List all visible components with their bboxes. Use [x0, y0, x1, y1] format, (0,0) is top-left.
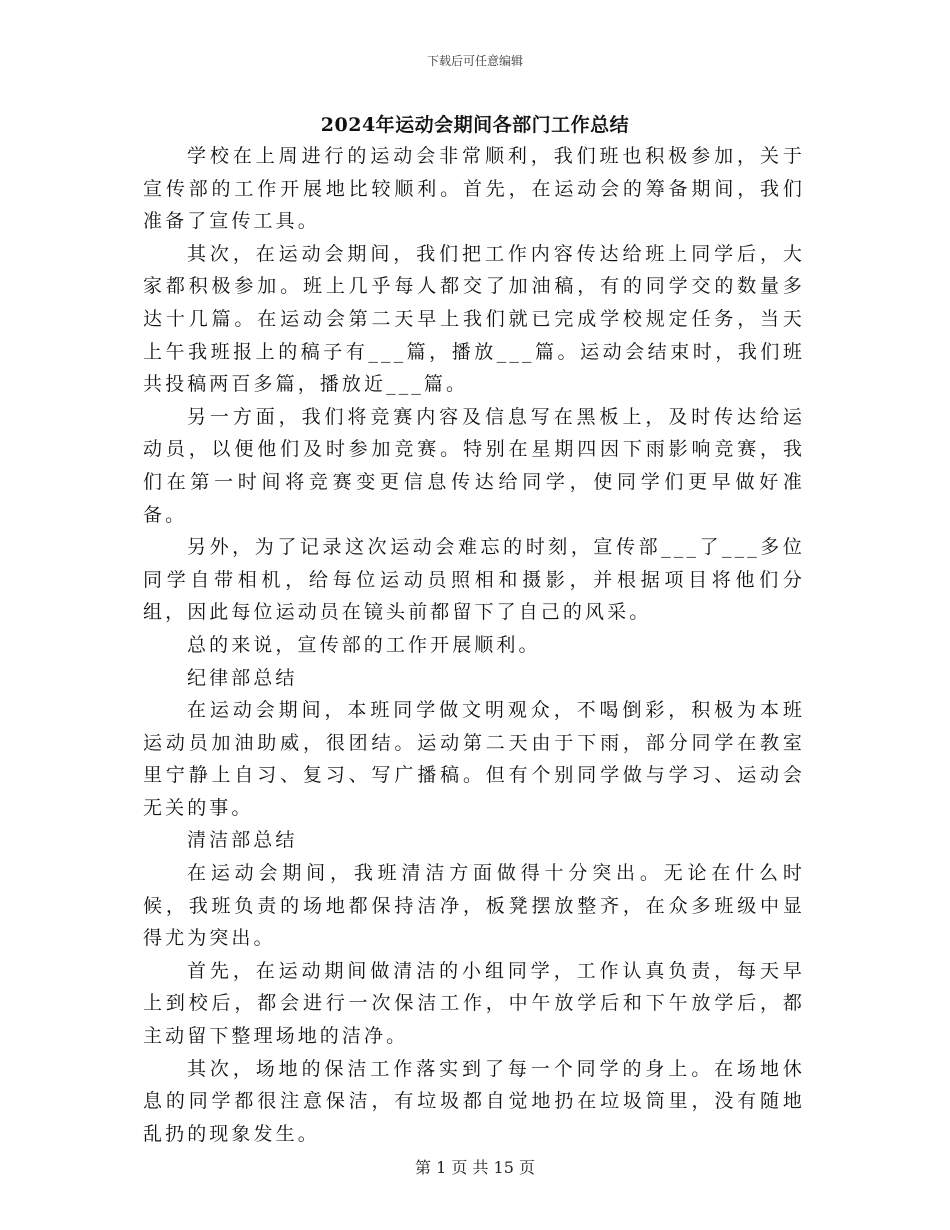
page-header-note: 下载后可任意编辑 [426, 54, 523, 68]
paragraph-publicity-submissions: 其次，在运动会期间，我们把工作内容传达给班上同学后，大家都积极参加。班上几乎每人都交了加油稿，有的同学交的数量多达十几篇。在运动会第二天早上我们就已完成学校规定任务，当天上午我班报上的稿子有___篇，播放___篇。运动会结束时，我们班共投稿两百多篇，播放近___篇。 [143, 242, 805, 396]
paragraph-cleaning-everyone: 其次，场地的保洁工作落实到了每一个同学的身上。在场地休息的同学都很注意保洁，有垃圾都自觉地扔在垃圾筒里，没有随地乱扔的现象发生。 [143, 1057, 805, 1145]
paragraph-cleaning-group: 首先，在运动期间做清洁的小组同学，工作认真负责，每天早上到校后，都会进行一次保洁工作，中午放学后和下午放学后，都主动留下整理场地的洁净。 [143, 959, 805, 1048]
paragraph-publicity-photos: 另外，为了记录这次运动会难忘的时刻，宣传部___了___多位同学自带相机，给每位运动员照相和摄影，并根据项目将他们分组，因此每位运动员在镜头前都留下了自己的风采。 [143, 536, 805, 624]
section-heading-cleaning: 清洁部总结 [187, 829, 298, 852]
paragraph-publicity-blackboard: 另一方面，我们将竞赛内容及信息写在黑板上，及时传达给运动员，以便他们及时参加竞赛。特别在星期四因下雨影响竞赛，我们在第一时间将竞赛变更信息传达给同学，使同学们更早做好准备。 [143, 405, 805, 526]
page-number-footer: 第 1 页 共 15 页 [415, 1158, 535, 1177]
paragraph-publicity-summary: 总的来说，宣传部的工作开展顺利。 [187, 633, 541, 656]
document-body [143, 140, 805, 1150]
section-heading-discipline: 纪律部总结 [187, 666, 298, 689]
paragraph-cleaning-intro: 在运动会期间，我班清洁方面做得十分突出。无论在什么时候，我班负责的场地都保持洁净，板凳摆放整齐，在众多班级中显得尤为突出。 [143, 862, 805, 950]
paragraph-discipline: 在运动会期间，本班同学做文明观众，不喝倒彩，积极为本班运动员加油助威，很团结。运动第二天由于下雨，部分同学在教室里宁静上自习、复习、写广播稿。但有个别同学做与学习、运动会无关的事。 [143, 699, 805, 819]
paragraph-publicity-intro: 学校在上周进行的运动会非常顺利，我们班也积极参加，关于宣传部的工作开展地比较顺利。首先，在运动会的筹备期间，我们准备了宣传工具。 [143, 145, 805, 233]
document-title: 2024年运动会期间各部门工作总结 [320, 114, 630, 136]
